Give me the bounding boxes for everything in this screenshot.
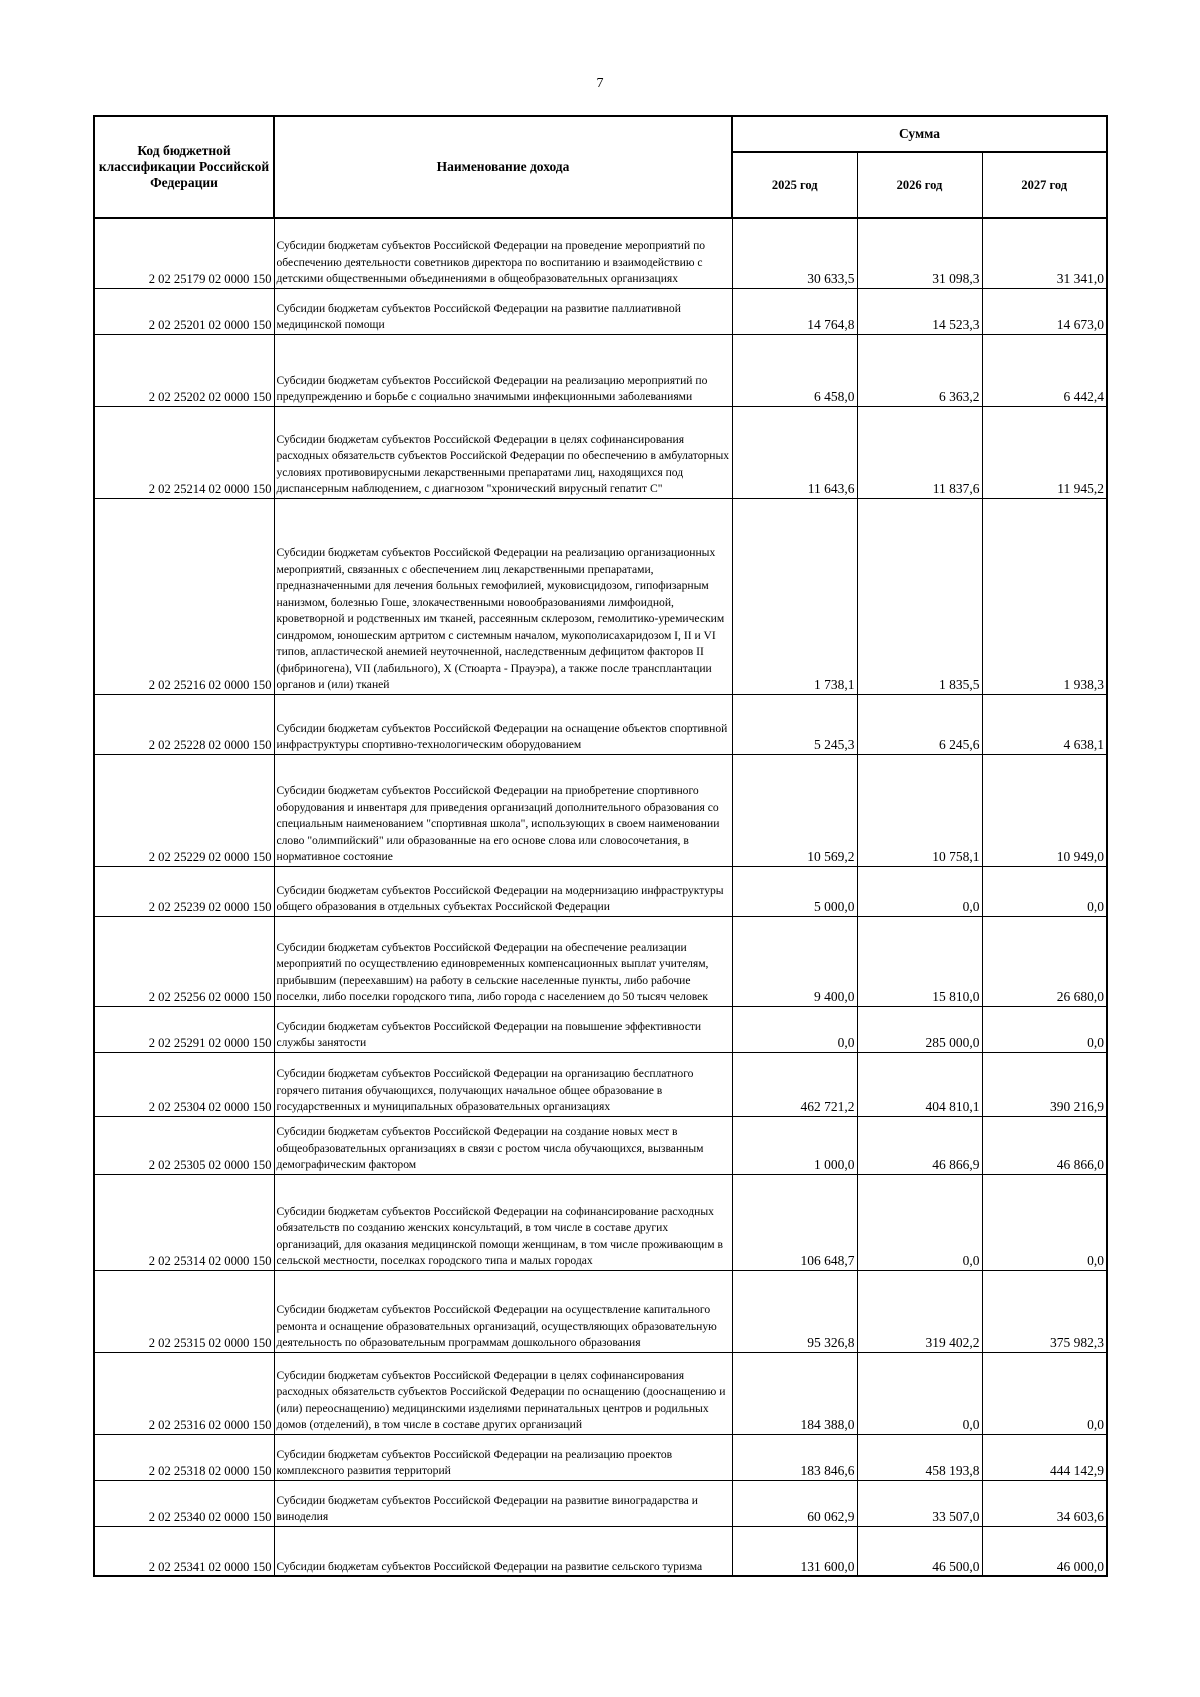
row-value-2027: 10 949,0 <box>982 754 1107 866</box>
row-value-2026: 11 837,6 <box>857 406 982 498</box>
page-number: 7 <box>596 76 604 91</box>
row-name: Субсидии бюджетам субъектов Российской Федерации на повышение эффективности службы занятости <box>274 1006 732 1052</box>
row-value-2027: 6 442,4 <box>982 334 1107 406</box>
sum-column-header: Сумма <box>732 116 1107 152</box>
table-row <box>94 406 1107 498</box>
row-value-2025: 11 643,6 <box>732 406 857 498</box>
row-name: Субсидии бюджетам субъектов Российской Федерации на развитие паллиативной медицинской помощи <box>274 288 732 334</box>
row-value-2027: 0,0 <box>982 1006 1107 1052</box>
row-name: Субсидии бюджетам субъектов Российской Федерации на обеспечение реализации мероприятий по осуществлению единовременных компенсационных выплат учителям, прибывшим (переехавшим) на работу в сельские населенные пункты, либо рабочие поселки, либо поселки городского типа, либо города с населением до 50 тысяч человек <box>274 916 732 1006</box>
budget-revenue-table <box>93 115 1108 1577</box>
year-2026-header: 2026 год <box>857 152 982 218</box>
row-value-2025: 5 245,3 <box>732 694 857 754</box>
row-name: Субсидии бюджетам субъектов Российской Федерации на реализацию мероприятий по предупреждению и борьбе с социально значимыми инфекционными заболеваниями <box>274 334 732 406</box>
row-value-2025: 6 458,0 <box>732 334 857 406</box>
code-column-header: Код бюджетной классификации Российской Федерации <box>94 116 274 218</box>
row-value-2025: 131 600,0 <box>732 1526 857 1576</box>
table-row <box>94 218 1107 288</box>
row-value-2026: 46 866,9 <box>857 1116 982 1174</box>
row-value-2026: 1 835,5 <box>857 498 982 694</box>
table-body <box>94 218 1107 1576</box>
row-code: 2 02 25202 02 0000 150 <box>94 334 274 406</box>
row-value-2027: 26 680,0 <box>982 916 1107 1006</box>
row-value-2027: 14 673,0 <box>982 288 1107 334</box>
row-name: Субсидии бюджетам субъектов Российской Федерации на развитие виноградарства и виноделия <box>274 1480 732 1526</box>
row-value-2025: 462 721,2 <box>732 1052 857 1116</box>
row-value-2027: 0,0 <box>982 866 1107 916</box>
row-value-2025: 5 000,0 <box>732 866 857 916</box>
row-value-2026: 0,0 <box>857 866 982 916</box>
row-value-2025: 30 633,5 <box>732 218 857 288</box>
row-code: 2 02 25316 02 0000 150 <box>94 1352 274 1434</box>
row-name: Субсидии бюджетам субъектов Российской Федерации на приобретение спортивного оборудования и инвентаря для приведения организаций дополнительного образования со специальным наименованием "спортивная школа", использующих в своем наименовании слово "олимпийский" или образованные на его основе слова или словосочетания, в нормативное состояние <box>274 754 732 866</box>
table-row <box>94 1526 1107 1576</box>
row-value-2027: 46 000,0 <box>982 1526 1107 1576</box>
row-value-2026: 6 363,2 <box>857 334 982 406</box>
row-name: Субсидии бюджетам субъектов Российской Федерации на развитие сельского туризма <box>274 1526 732 1576</box>
row-name: Субсидии бюджетам субъектов Российской Федерации на организацию бесплатного горячего питания обучающихся, получающих начальное общее образование в государственных и муниципальных образовательных организациях <box>274 1052 732 1116</box>
row-value-2025: 14 764,8 <box>732 288 857 334</box>
table-row <box>94 1052 1107 1116</box>
row-value-2025: 95 326,8 <box>732 1270 857 1352</box>
row-code: 2 02 25304 02 0000 150 <box>94 1052 274 1116</box>
table-row <box>94 694 1107 754</box>
table-row <box>94 1006 1107 1052</box>
row-value-2027: 31 341,0 <box>982 218 1107 288</box>
row-value-2027: 0,0 <box>982 1174 1107 1270</box>
row-code: 2 02 25256 02 0000 150 <box>94 916 274 1006</box>
row-name: Субсидии бюджетам субъектов Российской Федерации на оснащение объектов спортивной инфраструктуры спортивно-технологическим оборудованием <box>274 694 732 754</box>
row-value-2026: 46 500,0 <box>857 1526 982 1576</box>
row-name: Субсидии бюджетам субъектов Российской Федерации на реализацию проектов комплексного развития территорий <box>274 1434 732 1480</box>
row-value-2026: 14 523,3 <box>857 288 982 334</box>
row-name: Субсидии бюджетам субъектов Российской Федерации на создание новых мест в общеобразовательных организациях в связи с ростом числа обучающихся, вызванным демографическим фактором <box>274 1116 732 1174</box>
row-value-2025: 0,0 <box>732 1006 857 1052</box>
row-code: 2 02 25214 02 0000 150 <box>94 406 274 498</box>
row-value-2027: 0,0 <box>982 1352 1107 1434</box>
row-value-2027: 4 638,1 <box>982 694 1107 754</box>
row-name: Субсидии бюджетам субъектов Российской Федерации на софинансирование расходных обязательств по созданию женских консультаций, в том числе в составе других организаций, для оказания медицинской помощи женщинам, в том числе проживающим в сельской местности, поселках городского типа и малых городах <box>274 1174 732 1270</box>
row-code: 2 02 25314 02 0000 150 <box>94 1174 274 1270</box>
table-row <box>94 1434 1107 1480</box>
row-name: Субсидии бюджетам субъектов Российской Федерации на осуществление капитального ремонта и оснащение образовательных организаций, осуществляющих образовательную деятельность по образовательным программам дошкольного образования <box>274 1270 732 1352</box>
table-row <box>94 754 1107 866</box>
row-value-2025: 1 000,0 <box>732 1116 857 1174</box>
row-value-2026: 6 245,6 <box>857 694 982 754</box>
row-value-2027: 11 945,2 <box>982 406 1107 498</box>
row-value-2026: 33 507,0 <box>857 1480 982 1526</box>
row-value-2026: 31 098,3 <box>857 218 982 288</box>
row-value-2025: 60 062,9 <box>732 1480 857 1526</box>
row-value-2026: 285 000,0 <box>857 1006 982 1052</box>
row-code: 2 02 25318 02 0000 150 <box>94 1434 274 1480</box>
table-row <box>94 498 1107 694</box>
table-row <box>94 866 1107 916</box>
year-2027-header: 2027 год <box>982 152 1107 218</box>
row-value-2025: 1 738,1 <box>732 498 857 694</box>
row-code: 2 02 25315 02 0000 150 <box>94 1270 274 1352</box>
row-value-2027: 375 982,3 <box>982 1270 1107 1352</box>
row-value-2027: 46 866,0 <box>982 1116 1107 1174</box>
year-2025-header: 2025 год <box>732 152 857 218</box>
row-code: 2 02 25305 02 0000 150 <box>94 1116 274 1174</box>
row-code: 2 02 25291 02 0000 150 <box>94 1006 274 1052</box>
row-code: 2 02 25239 02 0000 150 <box>94 866 274 916</box>
row-name: Субсидии бюджетам субъектов Российской Федерации на проведение мероприятий по обеспечению деятельности советников директора по воспитанию и взаимодействию с детскими общественными объединениями в общеобразовательных организациях <box>274 218 732 288</box>
row-code: 2 02 25179 02 0000 150 <box>94 218 274 288</box>
row-value-2027: 1 938,3 <box>982 498 1107 694</box>
row-value-2025: 184 388,0 <box>732 1352 857 1434</box>
row-name: Субсидии бюджетам субъектов Российской Федерации на модернизацию инфраструктуры общего образования в отдельных субъектах Российской Федерации <box>274 866 732 916</box>
row-name: Субсидии бюджетам субъектов Российской Федерации в целях софинансирования расходных обязательств субъектов Российской Федерации по обеспечению в амбулаторных условиях противовирусными лекарственными препаратами лиц, находящихся под диспансерным наблюдением, с диагнозом "хронический вирусный гепатит С" <box>274 406 732 498</box>
row-value-2027: 444 142,9 <box>982 1434 1107 1480</box>
row-code: 2 02 25216 02 0000 150 <box>94 498 274 694</box>
table-row <box>94 916 1107 1006</box>
table-row <box>94 1116 1107 1174</box>
table-row <box>94 1480 1107 1526</box>
row-code: 2 02 25229 02 0000 150 <box>94 754 274 866</box>
name-column-header: Наименование дохода <box>274 116 732 218</box>
row-value-2027: 390 216,9 <box>982 1052 1107 1116</box>
table-row <box>94 334 1107 406</box>
table-row <box>94 1174 1107 1270</box>
row-code: 2 02 25341 02 0000 150 <box>94 1526 274 1576</box>
row-value-2025: 10 569,2 <box>732 754 857 866</box>
row-value-2025: 183 846,6 <box>732 1434 857 1480</box>
table-header <box>94 116 1107 218</box>
row-value-2026: 15 810,0 <box>857 916 982 1006</box>
row-name: Субсидии бюджетам субъектов Российской Федерации на реализацию организационных мероприятий, связанных с обеспечением лиц лекарственными препаратами, предназначенными для лечения больных гемофилией, муковисцидозом, гипофизарным нанизмом, болезнью Гоше, злокачественными новообразованиями лимфоидной, кроветворной и родственных им тканей, рассеянным склерозом, гемолитико-уремическим синдромом, юношеским артритом с системным началом, мукополисахаридозом I, II и VI типов, апластической анемией неуточненной, наследственным дефицитом факторов II (фибриногена), VII (лабильного), X (Стюарта - Прауэра), а также после трансплантации органов и (или) тканей <box>274 498 732 694</box>
row-value-2027: 34 603,6 <box>982 1480 1107 1526</box>
table-row <box>94 1352 1107 1434</box>
row-value-2026: 319 402,2 <box>857 1270 982 1352</box>
row-code: 2 02 25201 02 0000 150 <box>94 288 274 334</box>
row-value-2026: 0,0 <box>857 1174 982 1270</box>
row-value-2026: 10 758,1 <box>857 754 982 866</box>
row-code: 2 02 25340 02 0000 150 <box>94 1480 274 1526</box>
row-name: Субсидии бюджетам субъектов Российской Федерации в целях софинансирования расходных обязательств субъектов Российской Федерации по оснащению (дооснащению и (или) переоснащению) медицинскими изделиями перинатальных центров и родильных домов (отделений), в том числе в составе других организаций <box>274 1352 732 1434</box>
row-code: 2 02 25228 02 0000 150 <box>94 694 274 754</box>
row-value-2025: 106 648,7 <box>732 1174 857 1270</box>
table-row <box>94 288 1107 334</box>
row-value-2026: 404 810,1 <box>857 1052 982 1116</box>
row-value-2026: 458 193,8 <box>857 1434 982 1480</box>
row-value-2025: 9 400,0 <box>732 916 857 1006</box>
row-value-2026: 0,0 <box>857 1352 982 1434</box>
table-row <box>94 1270 1107 1352</box>
